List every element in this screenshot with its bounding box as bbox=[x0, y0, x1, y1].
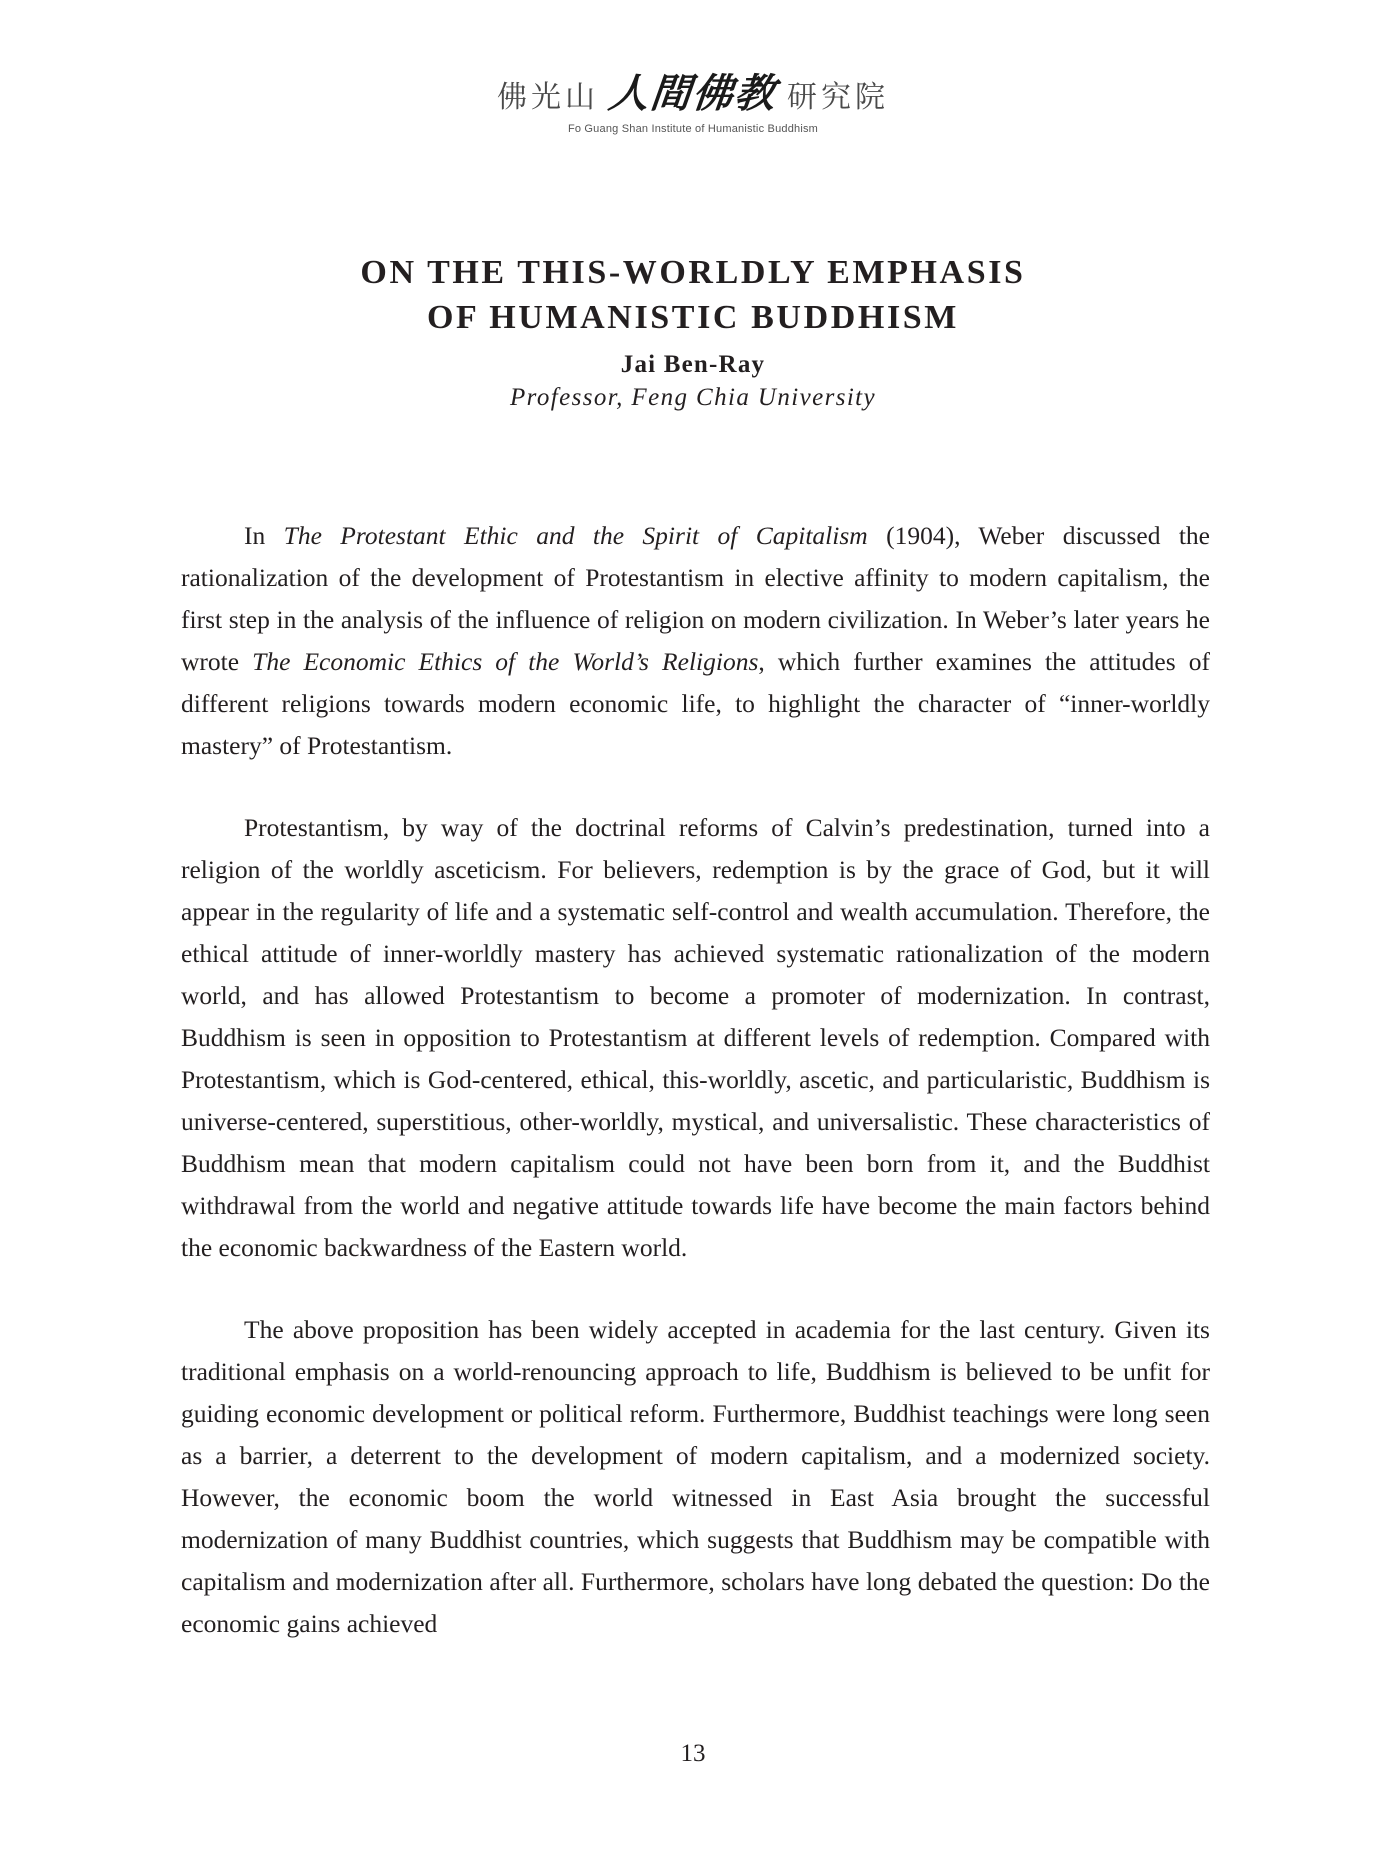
institute-logo bbox=[497, 62, 889, 119]
article-title-line-1: ON THE THIS-WORLDLY EMPHASIS bbox=[360, 254, 1026, 291]
author-name: Jai Ben-Ray bbox=[620, 351, 766, 378]
paragraph-1-text-e: , which further examines the attitudes of different religions towards modern economic life, to highlight the character of “inner-worldly mastery” of Protestantism. bbox=[181, 647, 1210, 760]
paragraph-3: The above proposition has been widely accepted in academia for the last century. Given its traditional emphasis on a world-renouncing approach to life, Buddhism is believed to be unfit for guiding economic development or political reform. Furthermore, Buddhist teachings were long seen as a barrier, a deterrent to the development of modern capitalism, and a modernized society. However, the economic boom the world witnessed in East Asia brought the successful modernization of many Buddhist countries, which suggests that Buddhism may be compatible with capitalism and modernization after all. Furthermore, scholars have long debated the question: Do the economic gains achieved bbox=[181, 1315, 1210, 1638]
author-affiliation: Professor, Feng Chia University bbox=[509, 384, 877, 411]
institute-name-calligraphy: 人間佛教 bbox=[606, 70, 780, 117]
article-title-line-2: OF HUMANISTIC BUDDHISM bbox=[427, 299, 959, 336]
paragraph-2: Protestantism, by way of the doctrinal reforms of Calvin’s predestination, turned into a religion of the worldly asceticism. For believers, redemption is by the grace of God, but it will appear in the regularity of life and a systematic self-control and wealth accumulation. Therefore, the ethical attitude of inner-worldly mastery has achieved systematic rationalization of the modern world, and has allowed Protestantism to become a promoter of modernization. In contrast, Buddhism is seen in opposition to Protestantism at different levels of redemption. Compared with Protestantism, which is God-centered, ethical, this-worldly, ascetic, and particularistic, Buddhism is universe-centered, superstitious, other-worldly, mystical, and universalistic. These characteristics of Buddhism mean that modern capitalism could not have been born from it, and the Buddhist withdrawal from the world and negative attitude towards life have become the main factors behind the economic backwardness of the Eastern world. bbox=[181, 813, 1210, 1262]
article-heading bbox=[0, 250, 1386, 414]
paragraph-1 bbox=[181, 515, 1210, 767]
book-title-economic-ethics: The Economic Ethics of the World’s Religions bbox=[252, 647, 759, 676]
article-body bbox=[181, 515, 1210, 1685]
book-title-protestant-ethic: The Protestant Ethic and the Spirit of Capitalism bbox=[283, 521, 868, 550]
institute-header bbox=[0, 62, 1386, 135]
institute-name-left: 佛光山 bbox=[497, 80, 599, 115]
page-number: 13 bbox=[680, 1740, 706, 1767]
institute-english-name: Fo Guang Shan Institute of Humanistic Buddhism bbox=[567, 123, 819, 135]
institute-name-right: 研究院 bbox=[787, 80, 889, 115]
paragraph-1-text-a: In bbox=[244, 521, 284, 550]
paragraph-1-text-c: (1904), Weber discussed the rationalization of the development of Protestantism in elective affinity to modern capitalism, the first step in the analysis of the influence of religion on modern civilization. In Weber’s later years he wrote bbox=[181, 521, 1210, 676]
